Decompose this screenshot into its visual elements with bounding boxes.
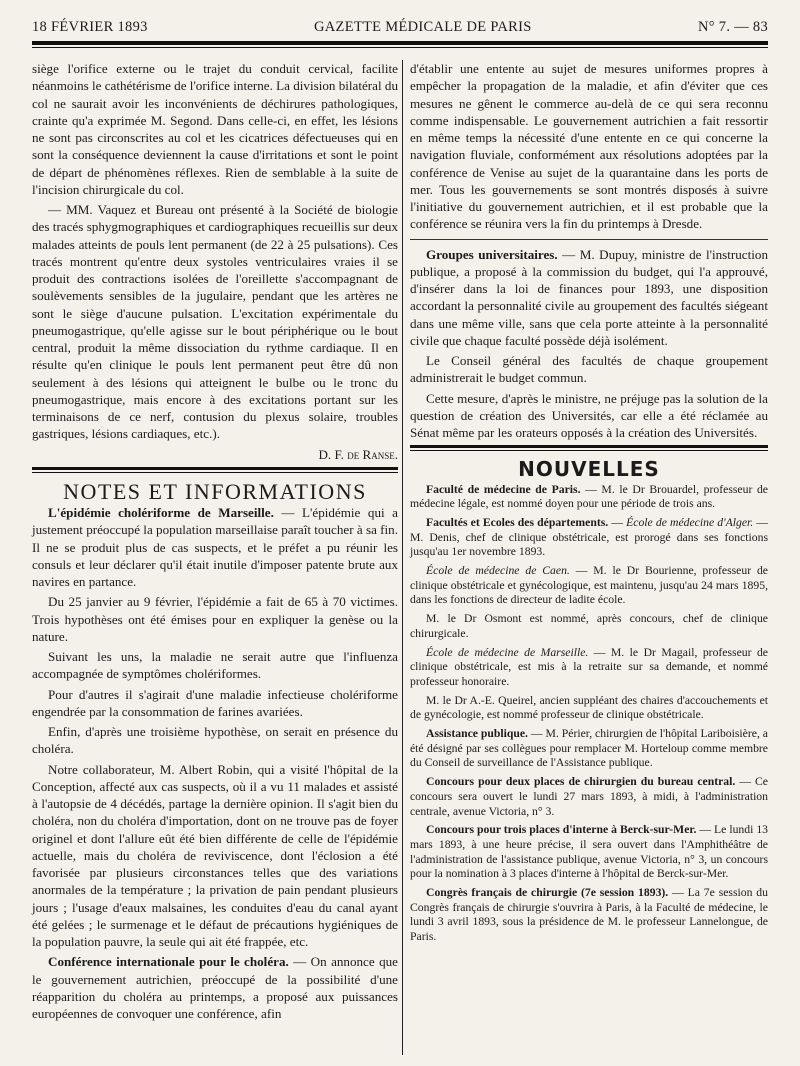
news-item: Facultés et Ecoles des départements. — École de médecine d'Alger. — M. Denis, chef de clinique obstétricale, est prorogé dans ses fonctions jusqu'au 1er novembre 1893.	[410, 515, 768, 559]
news-list	[410, 483, 768, 945]
signature: D. F. de Ranse.	[318, 446, 398, 462]
paragraph: Suivant les uns, la maladie ne serait autre que l'influenza accompagnée de symptômes cholériformes.	[32, 649, 398, 682]
divider	[410, 239, 768, 240]
section-title-notes: NOTES ET INFORMATIONS	[63, 478, 367, 504]
section-rule	[32, 467, 398, 470]
paragraph: Groupes universitaires. — M. Dupuy, ministre de l'instruction publique, a proposé à la commission du budget, qui l'a approuvé, d'insérer dans la loi de finances pour 1893, une disposition accordant la personnalité civile au groupement des facultés siégeant dans une même ville, sans que cela porte atteinte à la personnalité civile que chaque faculté possède déjà isolément.	[410, 246, 768, 348]
paragraph: Cette mesure, d'après le ministre, ne préjuge pas la solution de la question de création des Universités, car elle a été réclamée au Sénat même par les orateurs opposés à la création des Universités.	[410, 390, 768, 440]
header-issue: N° 7. — 83	[697, 18, 768, 35]
paragraph: siège l'orifice externe ou le trajet du conduit cervical, facilite néanmoins le cathétérisme de l'orifice interne. La division bilatéral du col ne saurait avoir les inconvénients de déchirures pathologiques, crainte qu'a exprimée M. Segond. Dans celle-ci, en effet, les lésions ne sont pas circonscrites au col et les cicatrices défectueuses qui en sont la conséquence deviennent la cause d'irritations et sont le point de départ de phénomènes réflexes. Rien de semblable à la suite de l'incision chirurgicale du col.	[32, 61, 398, 197]
paragraph: Du 25 janvier au 9 février, l'épidémie a fait de 65 à 70 victimes. Trois hypothèses ont été émises pour en expliquer la genèse ou la nature.	[32, 594, 398, 644]
news-item: École de médecine de Marseille. — M. le Dr Magail, professeur de clinique obstétricale, est mis à la retraite sur sa demande, et nommé professeur honoraire.	[410, 645, 768, 688]
section-rule	[410, 445, 768, 448]
paragraph: Notre collaborateur, M. Albert Robin, qui a visité l'hôpital de la Conception, affecté aux cas suspects, où il a vu 11 malades et assisté à l'autopsie de 4 décédés, partage la dernière opinion. Il s'agit bien du choléra, non du choléra d'importation, dont on ne trouve pas de foyer originel et dont l'allure eût été bien différente de celle de l'épidémie actuelle, mais du choléra de reviviscence, dont l'éclosion a été favorisée par plusieurs circonstances telles que des variations anormales de la température ; la privation de pain pendant plusieurs jours ; l'usage d'eaux malsaines, les conduites d'eau du canal ayant été gelées ; le surmenage et le défaut de précautions hygiéniques de la population pauvre, la seule qui ait été frappée, etc.	[32, 761, 398, 949]
news-item: M. le Dr Osmont est nommé, après concours, chef de clinique chirurgicale.	[410, 612, 768, 640]
section-rule-thin	[410, 450, 768, 451]
news-item: Concours pour deux places de chirurgien du bureau central. — Ce concours sera ouvert le lundi 27 mars 1893, à midi, à l'administration centrale, avenue Victoria, n° 3.	[410, 775, 768, 818]
lead-heading: Conférence internationale pour le choléra.	[48, 954, 289, 970]
column-divider	[402, 60, 403, 1055]
paragraph: Le Conseil général des facultés de chaque groupement administrerait le budget commun.	[410, 353, 768, 386]
paragraph: L'épidémie cholériforme de Marseille. — L'épidémie qui a justement préoccupé la population marseillaise paraît toucher à sa fin. Il ne se produit plus de cas suspects, et le préfet a pu réunir les consuls et leur déclarer qu'il était inutile d'imposer patente brute aux navires en partance.	[32, 505, 398, 589]
left-column	[32, 60, 398, 1025]
paragraph: Pour d'autres il s'agirait d'une maladie infectieuse cholériforme engendrée par la consommation de farines avariées.	[32, 686, 398, 719]
news-item: Concours pour trois places d'interne à Berck-sur-Mer. — Le lundi 13 mars 1893, à une heure précise, il sera ouvert dans l'Amphithéâtre de l'administration de l'assistance publique, avenue Victoria, n° 3, un concours pour la nomination à 3 places d'interne à l'hôpital de Berck-sur-Mer.	[410, 823, 769, 881]
paragraph: d'établir une entente au sujet de mesures uniformes propres à empêcher la propagation de la maladie, et afin d'éviter que ces mesures ne gênent le commerce au-delà de ce qui sera reconnu comme indispensable. Le gouvernement autrichien a fait ressortir en même temps la nécessité d'une entente en ce qui concerne la navigation fluviale, conformément aux résolutions adoptées par la conférence de Venise au sujet de la quarantaine dans les ports de mer. Tous les gouvernements se sont montrés disposés à suivre l'initiative du gouvernement autrichien, et il est probable que la conférence se réunira vers la fin du printemps à Dresde.	[410, 61, 768, 232]
header-rule	[32, 41, 768, 45]
section-title-nouvelles: NOUVELLES	[518, 457, 660, 482]
news-item: M. le Dr A.-E. Queirel, ancien suppléant des chaires d'accouchements et de gynécologie, est nommé professeur de clinique obstétricale.	[410, 693, 768, 722]
news-item: École de médecine de Caen. — M. le Dr Bourienne, professeur de clinique obstétricale et gynécologique, est maintenu, jusqu'au 24 mars 1895, dans les fonctions de directeur de ladite école.	[410, 564, 768, 607]
news-item: Faculté de médecine de Paris. — M. le Dr Brouardel, professeur de médecine légale, est nommé doyen pour une période de trois ans.	[410, 482, 768, 511]
paragraph: Conférence internationale pour le choléra. — On annonce que le gouvernement autrichien, préoccupé de la possibilité d'une réapparition du choléra au printemps, a proposé aux puissances européennes de convoquer une conférence, afin	[32, 954, 398, 1021]
header-rule-thin	[32, 47, 768, 48]
right-column	[410, 60, 768, 949]
paragraph: Enfin, d'après une troisième hypothèse, on serait en présence du choléra.	[32, 724, 398, 757]
header-date: 18 FÉVRIER 1893	[32, 18, 148, 35]
lead-heading: L'épidémie cholériforme de Marseille.	[48, 505, 274, 520]
header-title: GAZETTE MÉDICALE DE PARIS	[314, 18, 532, 35]
running-header	[32, 14, 768, 40]
section-rule-thin	[32, 472, 398, 473]
news-item: Congrès français de chirurgie (7e session 1893). — La 7e session du Congrès français de chirurgie s'ouvrira à Paris, à la Faculté de médecine, le lundi 3 avril 1893, sous la présidence de M. le professeur Lannelongue, de Paris.	[410, 886, 768, 944]
lead-heading: Groupes universitaires.	[426, 246, 558, 262]
news-item: Assistance publique. — M. Périer, chirurgien de l'hôpital Lariboisière, a été désigné par ses collègues pour remplacer M. Horteloup comme membre du Conseil de surveillance de l'Assistance publique.	[410, 727, 768, 770]
paragraph: — MM. Vaquez et Bureau ont présenté à la Société de biologie des tracés sphygmographiques et cardiographiques recueillis sur deux malades atteints de pouls lent permanent (de 22 à 25 pulsations). Ces tracés montrent qu'entre deux systoles ventriculaires vraies il se produit des contractions isolées de l'oreillette s'accompagnant de soulèvements sensibles de la jugulaire, pendant que les artères ne sont le siège d'aucune pulsation. L'excitation expérimentale du pneumogastrique, qu'elle agisse sur le bout périphérique ou le bout central, produit la même dissociation du rythme cardiaque. Il en résulte qu'en clinique le pouls lent permanent peut être dû non seulement à des lésions qui atteignent le bulbe ou le tronc du pneumogastrique, mais encore à des excitations portant sur les terminaisons de ce nerf, contusion du plexus solaire, troubles gastriques, lésions cardiaques, etc.).	[32, 202, 398, 442]
